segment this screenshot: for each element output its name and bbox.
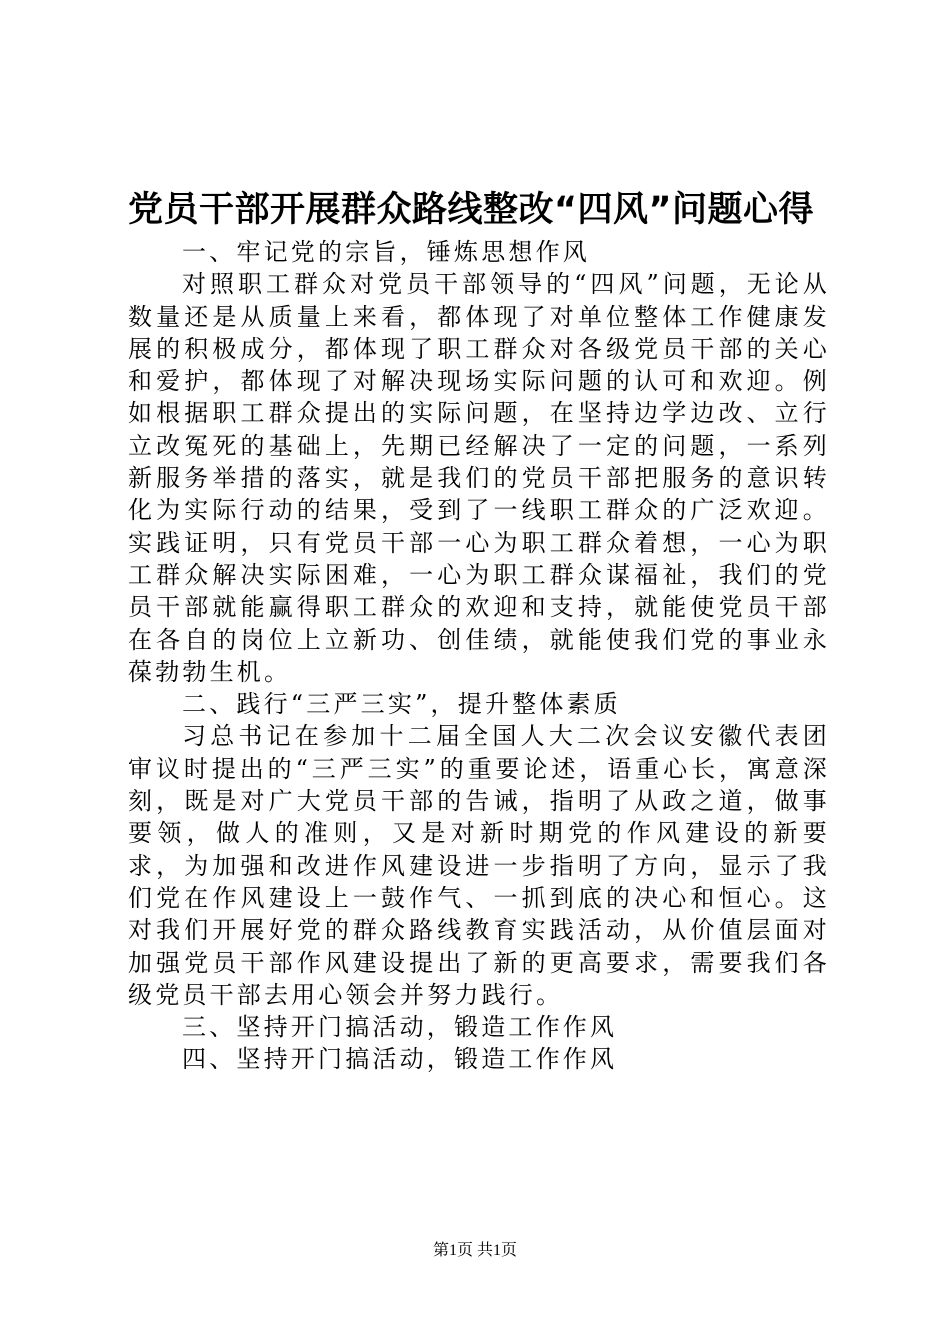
document-title: 党员干部开展群众路线整改“四风”问题心得 [128, 190, 815, 230]
section-heading-3: 三、坚持开门搞活动，锻造工作作风 [182, 1013, 618, 1042]
section-heading-1: 一、牢记党的宗旨，锤炼思想作风 [182, 238, 590, 266]
section-heading-2: 二、践行“三严三实”，提升整体素质 [182, 690, 621, 719]
body-paragraph-1: 对照职工群众对党员干部领导的“四风”问题，无论从数量还是从质量上来看，都体现了对单位整体工作健康发展的积极成分，都体现了职工群众对各级党员干部的关心和爱护，都体现了对解决现场实际问题的认可和欢迎。例如根据职工群众提出的实际问题，在坚持边学边改、立行立改冤死的基础上，先期已经解决了一定的问题，一系列新服务举措的落实，就是我们的党员干部把服务的意识转化为实际行动的结果，受到了一线职工群众的广泛欢迎。实践证明，只有党员干部一心为职工群众着想，一心为职工群众解决实际困难，一心为职工群众谋福祉，我们的党员干部就能赢得职工群众的欢迎和支持，就能使党员干部在各自的岗位上立新功、创佳绩，就能使我们党的事业永葆勃勃生机。 [128, 270, 830, 686]
body-paragraph-2: 习总书记在参加十二届全国人大二次会议安徽代表团审议时提出的“三严三实”的重要论述，语重心长，寓意深刻，既是对广大党员干部的告诫，指明了从政之道，做事要领，做人的准则，又是对新时期党的作风建设的新要求，为加强和改进作风建设进一步指明了方向，显示了我们党在作风建设上一鼓作气、一抓到底的决心和恒心。这对我们开展好党的群众路线教育实践活动，从价值层面对加强党员干部作风建设提出了新的更高要求，需要我们各级党员干部去用心领会并努力践行。 [128, 722, 830, 1009]
document-body [128, 236, 830, 1076]
page-footer: 第1页 共1页 [432, 1242, 517, 1259]
section-heading-4: 四、坚持开门搞活动，锻造工作作风 [182, 1045, 618, 1074]
